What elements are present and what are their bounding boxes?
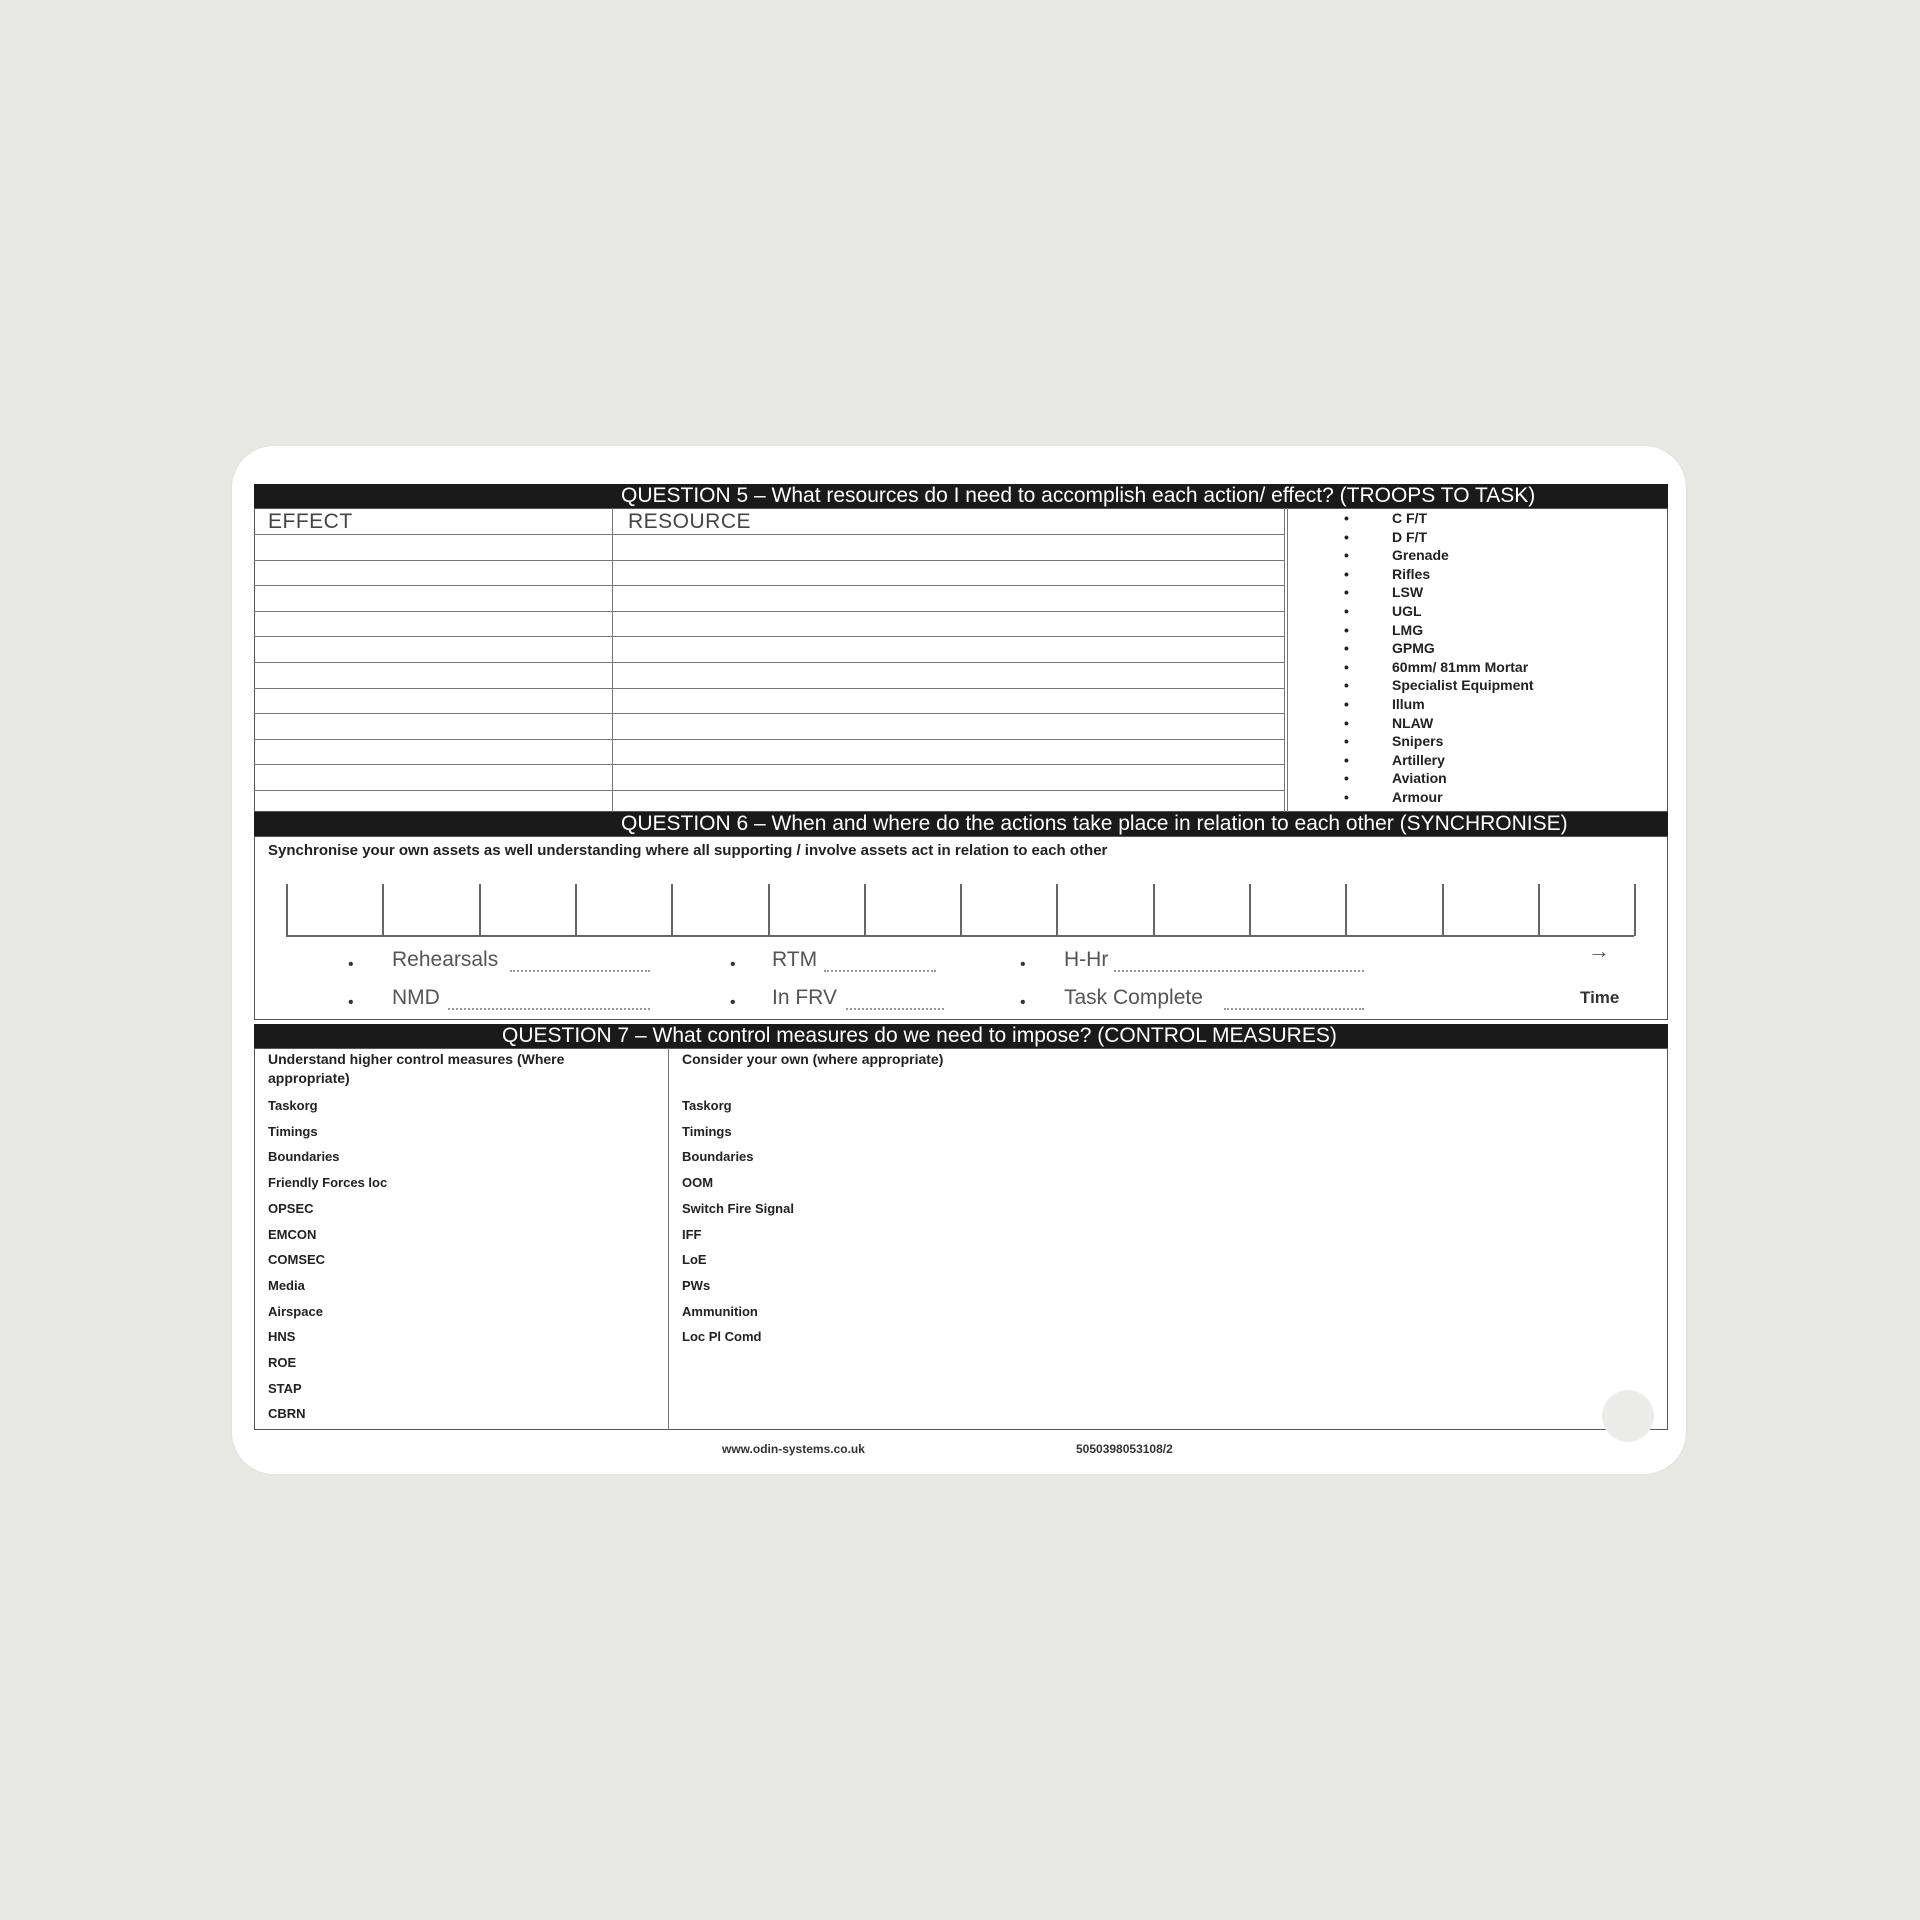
control-measure-item: Timings — [682, 1123, 732, 1139]
timeline-tick — [1538, 884, 1540, 936]
h-hr-label: H-Hr — [1064, 948, 1109, 971]
in-frv-dotted-line[interactable] — [846, 1008, 944, 1010]
control-measure-item: EMCON — [268, 1226, 317, 1242]
bullet: • — [1344, 658, 1349, 675]
bullet: • — [1344, 640, 1349, 657]
table-row-line — [254, 688, 1284, 689]
bullet: • — [1344, 677, 1349, 694]
effect-cell[interactable] — [256, 615, 610, 635]
resource-cell[interactable] — [614, 538, 1282, 558]
bullet: • — [1344, 510, 1349, 526]
control-measure-item: Taskorg — [682, 1098, 732, 1113]
effect-cell[interactable] — [256, 538, 610, 558]
resource-item: C F/T — [1392, 510, 1427, 526]
resource-cell[interactable] — [614, 640, 1282, 660]
timeline-slot[interactable] — [1542, 886, 1630, 934]
task-complete-label: Task Complete — [1064, 986, 1203, 1009]
control-measure-item: ROE — [268, 1355, 297, 1370]
bullet: • — [1344, 565, 1349, 582]
question-7-header — [254, 1024, 1668, 1048]
timeline-slot[interactable] — [1253, 886, 1341, 934]
resource-item: Grenade — [1392, 547, 1449, 564]
effect-cell[interactable] — [256, 666, 610, 686]
table-row-line — [254, 560, 1284, 561]
bullet: • — [1344, 603, 1349, 619]
bullet: • — [1344, 714, 1349, 731]
resource-item: NLAW — [1392, 714, 1434, 731]
control-measure-item: PWs — [682, 1277, 711, 1293]
planning-card — [232, 446, 1686, 1474]
timeline-slot[interactable] — [772, 886, 860, 934]
control-measure-item: Boundaries — [682, 1149, 754, 1165]
higher-control-measures-header: Understand higher control measures (Where appropriate) — [268, 1051, 565, 1086]
effect-cell[interactable] — [256, 743, 610, 763]
effect-cell[interactable] — [256, 794, 610, 814]
bullet: • — [1344, 528, 1349, 545]
bullet: • — [1344, 770, 1349, 787]
resource-item: 60mm/ 81mm Mortar — [1392, 658, 1529, 675]
timeline-slot[interactable] — [1349, 886, 1437, 934]
timeline-tick — [671, 884, 673, 936]
timeline-tick — [575, 884, 577, 936]
bullet: • — [1344, 733, 1349, 750]
table-row-line — [254, 662, 1284, 663]
resource-cell[interactable] — [614, 564, 1282, 584]
table-row-line — [254, 713, 1284, 714]
control-measure-item: LoE — [682, 1252, 707, 1268]
timeline-tick — [1056, 884, 1058, 936]
question-6-title: QUESTION 6 – When and where do the actions take place in relation to each other (SYNCHRONISE) — [621, 812, 1568, 835]
resource-item: UGL — [1392, 603, 1422, 619]
resource-cell[interactable] — [614, 615, 1282, 635]
q5-divider-resource — [1284, 508, 1285, 812]
resource-cell[interactable] — [614, 743, 1282, 763]
bullet: • — [730, 994, 736, 1011]
effect-column-header: EFFECT — [268, 510, 353, 533]
timeline-slot[interactable] — [1157, 886, 1245, 934]
effect-cell[interactable] — [256, 717, 610, 737]
bullet: • — [1344, 789, 1349, 805]
resource-item: LSW — [1392, 584, 1424, 601]
timeline-tick — [864, 884, 866, 936]
timeline-tick — [382, 884, 384, 936]
control-measure-item: Loc Pl Comd — [682, 1329, 762, 1345]
nmd-dotted-line[interactable] — [448, 1008, 650, 1010]
timeline-slot[interactable] — [964, 886, 1052, 934]
timeline-slot[interactable] — [483, 886, 571, 934]
bullet: • — [1344, 751, 1349, 768]
table-row-line — [254, 585, 1284, 586]
rtm-dotted-line[interactable] — [824, 970, 936, 972]
question-7-title: QUESTION 7 – What control measures do we need to impose? (CONTROL MEASURES) — [502, 1024, 1337, 1047]
resource-item: Illum — [1392, 696, 1425, 712]
time-label: Time — [1580, 988, 1620, 1007]
q7-divider — [668, 1048, 669, 1430]
control-measure-item: HNS — [268, 1329, 296, 1345]
effect-cell[interactable] — [256, 692, 610, 712]
nmd-label: NMD — [392, 986, 440, 1009]
timeline-tick — [1634, 884, 1636, 936]
timeline-tick — [960, 884, 962, 936]
bullet: • — [348, 956, 354, 973]
control-measure-item: CBRN — [268, 1406, 306, 1422]
control-measure-item: OPSEC — [268, 1200, 314, 1216]
table-row-line — [254, 636, 1284, 637]
resource-cell[interactable] — [614, 768, 1282, 788]
effect-cell[interactable] — [256, 589, 610, 609]
bullet: • — [348, 994, 354, 1011]
timeline-slot[interactable] — [868, 886, 956, 934]
resource-cell[interactable] — [614, 794, 1282, 814]
resource-item: Armour — [1392, 789, 1443, 805]
table-row-line — [254, 739, 1284, 740]
control-measure-item: OOM — [682, 1175, 714, 1191]
effect-cell[interactable] — [256, 640, 610, 660]
resource-item: Snipers — [1392, 733, 1444, 750]
table-row-line — [254, 790, 1284, 791]
bullet: • — [1344, 696, 1349, 712]
resource-item: GPMG — [1392, 640, 1435, 657]
resource-cell[interactable] — [614, 589, 1282, 609]
timeline-tick — [1249, 884, 1251, 936]
timeline-tick — [1345, 884, 1347, 936]
footer-website: www.odin-systems.co.uk — [722, 1442, 865, 1456]
punch-hole — [1602, 1390, 1654, 1442]
rehearsals-dotted-line[interactable] — [510, 970, 650, 972]
resource-cell[interactable] — [614, 717, 1282, 737]
resource-item: D F/T — [1392, 528, 1427, 545]
control-measure-item: Airspace — [268, 1303, 323, 1319]
question-6-header — [254, 812, 1668, 836]
bullet: • — [1020, 994, 1026, 1011]
control-measure-item: Timings — [268, 1123, 318, 1139]
bullet: • — [730, 956, 736, 973]
timeline-tick — [286, 884, 288, 936]
timeline-slot[interactable] — [1060, 886, 1148, 934]
control-measure-item: Ammunition — [682, 1303, 758, 1319]
control-measure-item: Media — [268, 1277, 305, 1293]
control-measure-item: IFF — [682, 1226, 702, 1242]
question-7-frame — [254, 1048, 1668, 1430]
timeline-tick — [479, 884, 481, 936]
resource-column-header: RESOURCE — [628, 510, 752, 533]
question-5-title: QUESTION 5 – What resources do I need to accomplish each action/ effect? (TROOPS TO TASK) — [621, 484, 1536, 507]
q5-divider-list — [1287, 508, 1288, 812]
timeline-tick — [1442, 884, 1444, 936]
timeline-slot[interactable] — [1446, 886, 1534, 934]
effect-cell[interactable] — [256, 768, 610, 788]
timeline-slot[interactable] — [579, 886, 667, 934]
resource-item: Aviation — [1392, 770, 1447, 787]
control-measure-item: COMSEC — [268, 1252, 326, 1268]
rehearsals-label: Rehearsals — [392, 948, 499, 971]
timeline-tick — [768, 884, 770, 936]
effect-cell[interactable] — [256, 564, 610, 584]
bullet: • — [1344, 584, 1349, 601]
control-measure-item: Boundaries — [268, 1149, 340, 1165]
resource-cell[interactable] — [614, 692, 1282, 712]
timeline-slot[interactable] — [386, 886, 474, 934]
timeline-arrow: → — [1588, 938, 1610, 963]
timeline-slot[interactable] — [290, 886, 378, 934]
timeline-slot[interactable] — [675, 886, 763, 934]
control-measure-item: Switch Fire Signal — [682, 1200, 794, 1216]
resource-item: Artillery — [1392, 751, 1445, 768]
table-row-line — [254, 764, 1284, 765]
bullet: • — [1344, 547, 1349, 564]
resource-item: Specialist Equipment — [1392, 677, 1534, 694]
table-row-line — [254, 611, 1284, 612]
footer-code: 5050398053108/2 — [1076, 1442, 1173, 1456]
table-row-line — [254, 534, 1284, 535]
control-measure-item: STAP — [268, 1380, 302, 1396]
question-6-subtitle: Synchronise your own assets as well understanding where all supporting / involve assets act in relation to each other — [268, 842, 1108, 859]
resource-item: LMG — [1392, 621, 1424, 638]
resource-item: Rifles — [1392, 565, 1431, 582]
in-frv-label: In FRV — [772, 986, 837, 1009]
task-complete-dotted-line[interactable] — [1224, 1008, 1364, 1010]
q5-divider-effect — [612, 508, 613, 812]
bullet: • — [1344, 621, 1349, 638]
resource-cell[interactable] — [614, 666, 1282, 686]
question-5-header — [254, 484, 1668, 508]
rtm-label: RTM — [772, 948, 818, 971]
control-measure-item: Taskorg — [268, 1098, 318, 1113]
control-measure-item: Friendly Forces loc — [268, 1175, 388, 1191]
bullet: • — [1020, 956, 1026, 973]
h-hr-dotted-line[interactable] — [1114, 970, 1364, 972]
timeline-tick — [1153, 884, 1155, 936]
own-control-measures-header: Consider your own (where appropriate) — [682, 1051, 944, 1067]
